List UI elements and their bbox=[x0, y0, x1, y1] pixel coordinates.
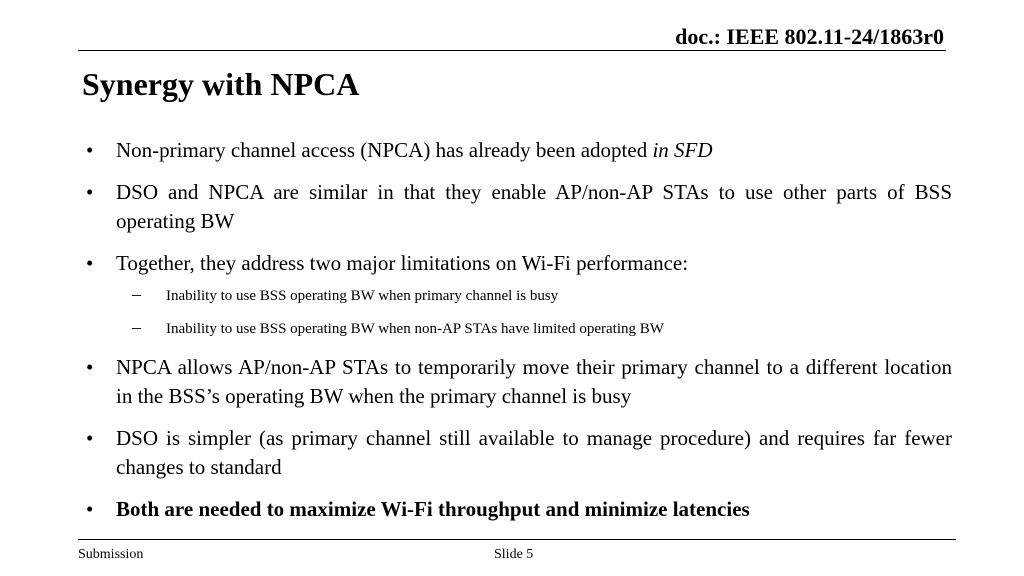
bullet-text: Together, they address two major limitations on Wi-Fi performance: bbox=[116, 251, 689, 275]
bullet-item-dso-simpler bbox=[82, 424, 952, 482]
sub-bullet-item-limited-bw bbox=[82, 319, 952, 339]
slide-title: Synergy with NPCA bbox=[82, 66, 360, 102]
sub-bullet-item-primary-busy bbox=[82, 286, 952, 306]
bullet-item-npca-move-primary bbox=[82, 353, 952, 411]
slide-number: Slide 5 bbox=[494, 547, 534, 562]
doc-id: doc.: IEEE 802.11-24/1863r0 bbox=[675, 24, 944, 49]
bullet-icon: • bbox=[86, 426, 94, 450]
bullet-text: DSO and NPCA are similar in that they enable AP/non-AP STAs to use other parts of BSS operating BW bbox=[116, 180, 952, 233]
bullet-icon: • bbox=[86, 180, 94, 204]
bullet-text: Both are needed to maximize Wi-Fi throughput and minimize latencies bbox=[116, 497, 750, 521]
dash-icon: – bbox=[132, 284, 141, 304]
sub-bullet-text: Inability to use BSS operating BW when non-AP STAs have limited operating BW bbox=[166, 321, 664, 337]
bullet-item-npca-adopted bbox=[82, 136, 952, 165]
bullet-item-two-limitations bbox=[82, 249, 952, 278]
bullet-icon: • bbox=[86, 138, 94, 162]
bullet-item-both-needed bbox=[82, 495, 952, 524]
header-divider bbox=[78, 50, 946, 51]
footer-submission: Submission bbox=[78, 547, 144, 562]
dash-icon: – bbox=[132, 317, 141, 337]
bullet-item-dso-npca-similar bbox=[82, 178, 952, 236]
bullet-text: NPCA allows AP/non-AP STAs to temporarily move their primary channel to a different location in the BSS’s operating BW when the primary channel is busy bbox=[116, 355, 952, 408]
bullet-text: Non-primary channel access (NPCA) has already been adopted bbox=[116, 138, 653, 162]
bullet-icon: • bbox=[86, 497, 94, 521]
sub-bullet-text: Inability to use BSS operating BW when primary channel is busy bbox=[166, 288, 559, 304]
bullet-icon: • bbox=[86, 355, 94, 379]
bullet-icon: • bbox=[86, 251, 94, 275]
bullet-list bbox=[82, 136, 952, 537]
footer-divider bbox=[78, 539, 956, 540]
bullet-text: DSO is simpler (as primary channel still available to manage procedure) and requires far fewer changes to standard bbox=[116, 426, 952, 479]
bullet-italic-text: in SFD bbox=[652, 138, 713, 162]
